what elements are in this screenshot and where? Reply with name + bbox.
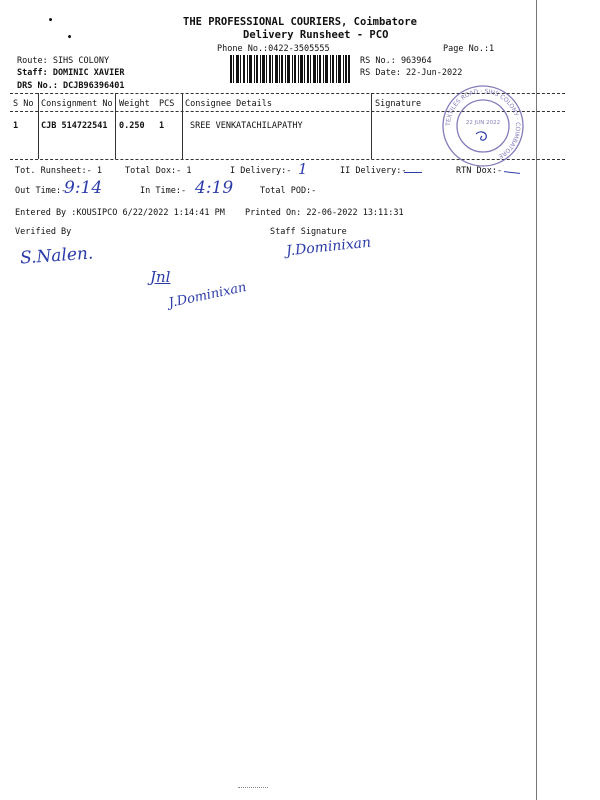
col-divider-2 [115,93,116,159]
in-time-label: In Time:- [140,186,187,196]
col-header-sno: S No [13,99,34,109]
in-time-hand-value: 4:19 [195,178,234,198]
col-divider-1 [38,93,39,159]
bullet-dot: • [48,16,54,26]
first-delivery-hand-value: 1 [298,160,308,178]
second-delivery-hand-dash [404,172,422,173]
runsheet-subtitle: Delivery Runsheet - PCO [243,29,389,41]
rs-date: RS Date: 22-Jun-2022 [360,68,463,78]
total-dox: Total Dox:- 1 [125,166,192,176]
row-consignment: CJB 514722541 [41,121,108,131]
col-header-weight: Weight [119,99,150,109]
barcode-image [230,55,350,83]
staff-label: Staff: DOMINIC XAVIER [17,68,125,78]
staff-handwritten-signature: J.Dominixan [285,234,372,260]
out-time-hand-value: 9:14 [64,178,103,198]
col-divider-3 [182,93,183,159]
company-stamp [438,84,528,168]
col-divider-4 [371,93,372,159]
phone-number: Phone No.:0422-3505555 [217,44,330,54]
first-delivery-label: I Delivery:- [230,166,292,176]
row-pcs: 1 [159,121,165,131]
scan-edge-line [536,0,537,800]
stamp-date: 22 JUN 2022 [465,120,501,126]
stamp-ring-text: TEXTILES ROAD · SIHS COLONY · COIMBATORE [444,87,522,160]
initials-signature: Jnl [150,268,171,286]
col-header-pcs: PCS [159,99,175,109]
col-header-signature: Signature [375,99,422,109]
row-weight: 0.250 [119,121,145,131]
col-header-consignment: Consignment No [41,99,113,109]
row-sno: 1 [13,121,19,131]
page-number: Page No.:1 [443,44,495,54]
total-runsheet: Tot. Runsheet:- 1 [15,166,102,176]
return-dox-hand-dash [504,171,520,174]
drs-number: DRS No.: DCJB96396401 [17,81,125,91]
scan-smudge [238,787,268,793]
rs-number: RS No.: 963964 [360,56,432,66]
return-dox-label: RTN Dox:- [456,166,503,176]
entered-by: Entered By :KOUSIPCO 6/22/2022 1:14:41 PM [15,208,225,218]
route-label: Route: SIHS COLONY [17,56,110,66]
verifier-signature: S.Nalen. [19,243,94,269]
name-signature: J.Dominixan [167,279,248,312]
company-title: THE PROFESSIONAL COURIERS, Coimbatore [183,16,417,28]
col-header-consignee: Consignee Details [185,99,272,109]
verified-by-label: Verified By [15,227,72,237]
printed-on: Printed On: 22-06-2022 13:11:31 [245,208,404,218]
second-delivery-label: II Delivery:- [340,166,407,176]
total-pod-label: Total POD:- [260,186,317,196]
out-time-label: Out Time:- [15,186,67,196]
row-consignee: SREE VENKATACHILAPATHY [190,121,303,131]
staff-signature-label: Staff Signature [270,227,347,237]
bullet-dot-2: • [67,33,73,43]
